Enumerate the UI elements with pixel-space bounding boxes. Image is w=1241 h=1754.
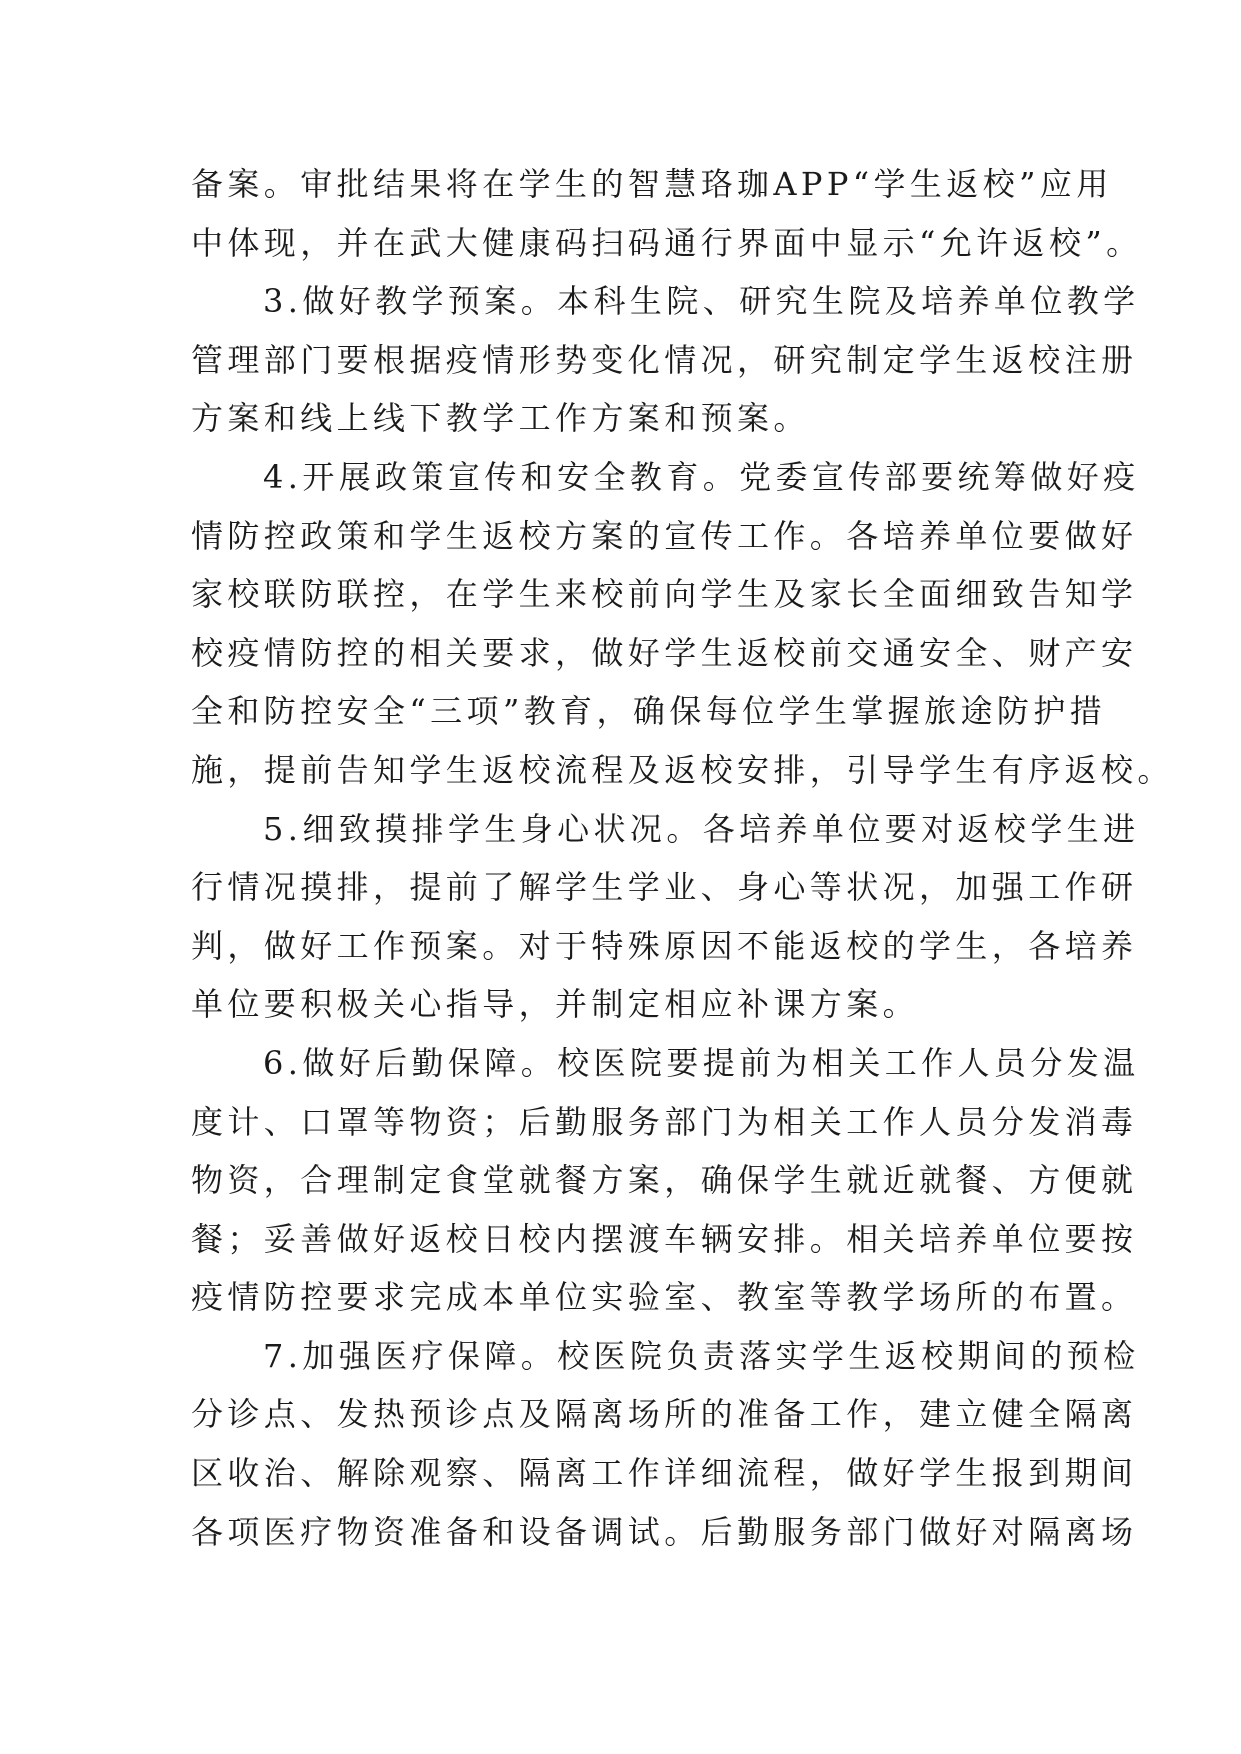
text-line: 单位要积极关心指导，并制定相应补课方案。 xyxy=(191,985,920,1024)
text-line: 施，提前告知学生返校流程及返校安排，引导学生有序返校。 xyxy=(191,750,1174,789)
text-line: 物资，合理制定食堂就餐方案，确保学生就近就餐、方便就 xyxy=(191,1161,1138,1200)
text-line: 分诊点、发热预诊点及隔离场所的准备工作，建立健全隔离 xyxy=(191,1395,1138,1434)
text-line: 管理部门要根据疫情形势变化情况，研究制定学生返校注册 xyxy=(191,340,1138,379)
text-line: 情防控政策和学生返校方案的宣传工作。各培养单位要做好 xyxy=(191,516,1138,555)
text-line: 度计、口罩等物资；后勤服务部门为相关工作人员分发消毒 xyxy=(191,1102,1138,1141)
text-line: 判，做好工作预案。对于特殊原因不能返校的学生，各培养 xyxy=(191,926,1138,965)
text-line: 全和防控安全“三项”教育，确保每位学生掌握旅途防护措 xyxy=(191,692,1107,731)
text-line: 餐；妥善做好返校日校内摆渡车辆安排。相关培养单位要按 xyxy=(191,1219,1138,1258)
text-line: 3.做好教学预案。本科生院、研究生院及培养单位教学 xyxy=(263,282,1140,321)
text-line: 各项医疗物资准备和设备调试。后勤服务部门做好对隔离场 xyxy=(191,1512,1138,1551)
text-line: 4.开展政策宣传和安全教育。党委宣传部要统筹做好疫 xyxy=(263,457,1140,496)
text-line: 7.加强医疗保障。校医院负责落实学生返校期间的预检 xyxy=(263,1336,1140,1375)
text-line: 行情况摸排，提前了解学生学业、身心等状况，加强工作研 xyxy=(191,868,1138,907)
text-line: 5.细致摸排学生身心状况。各培养单位要对返校学生进 xyxy=(263,809,1140,848)
text-line: 区收治、解除观察、隔离工作详细流程，做好学生报到期间 xyxy=(191,1454,1138,1493)
text-line: 校疫情防控的相关要求，做好学生返校前交通安全、财产安 xyxy=(191,633,1138,672)
document-body xyxy=(191,155,1174,1561)
text-line: 方案和线上线下教学工作方案和预案。 xyxy=(191,399,810,438)
text-line: 6.做好后勤保障。校医院要提前为相关工作人员分发温 xyxy=(263,1043,1140,1082)
text-line: 中体现，并在武大健康码扫码通行界面中显示“允许返校”。 xyxy=(191,223,1143,262)
text-line: 家校联防联控，在学生来校前向学生及家长全面细致告知学 xyxy=(191,575,1138,614)
text-line: 疫情防控要求完成本单位实验室、教室等教学场所的布置。 xyxy=(191,1278,1138,1317)
text-line: 备案。审批结果将在学生的智慧珞珈APP“学生返校”应用 xyxy=(191,165,1113,203)
